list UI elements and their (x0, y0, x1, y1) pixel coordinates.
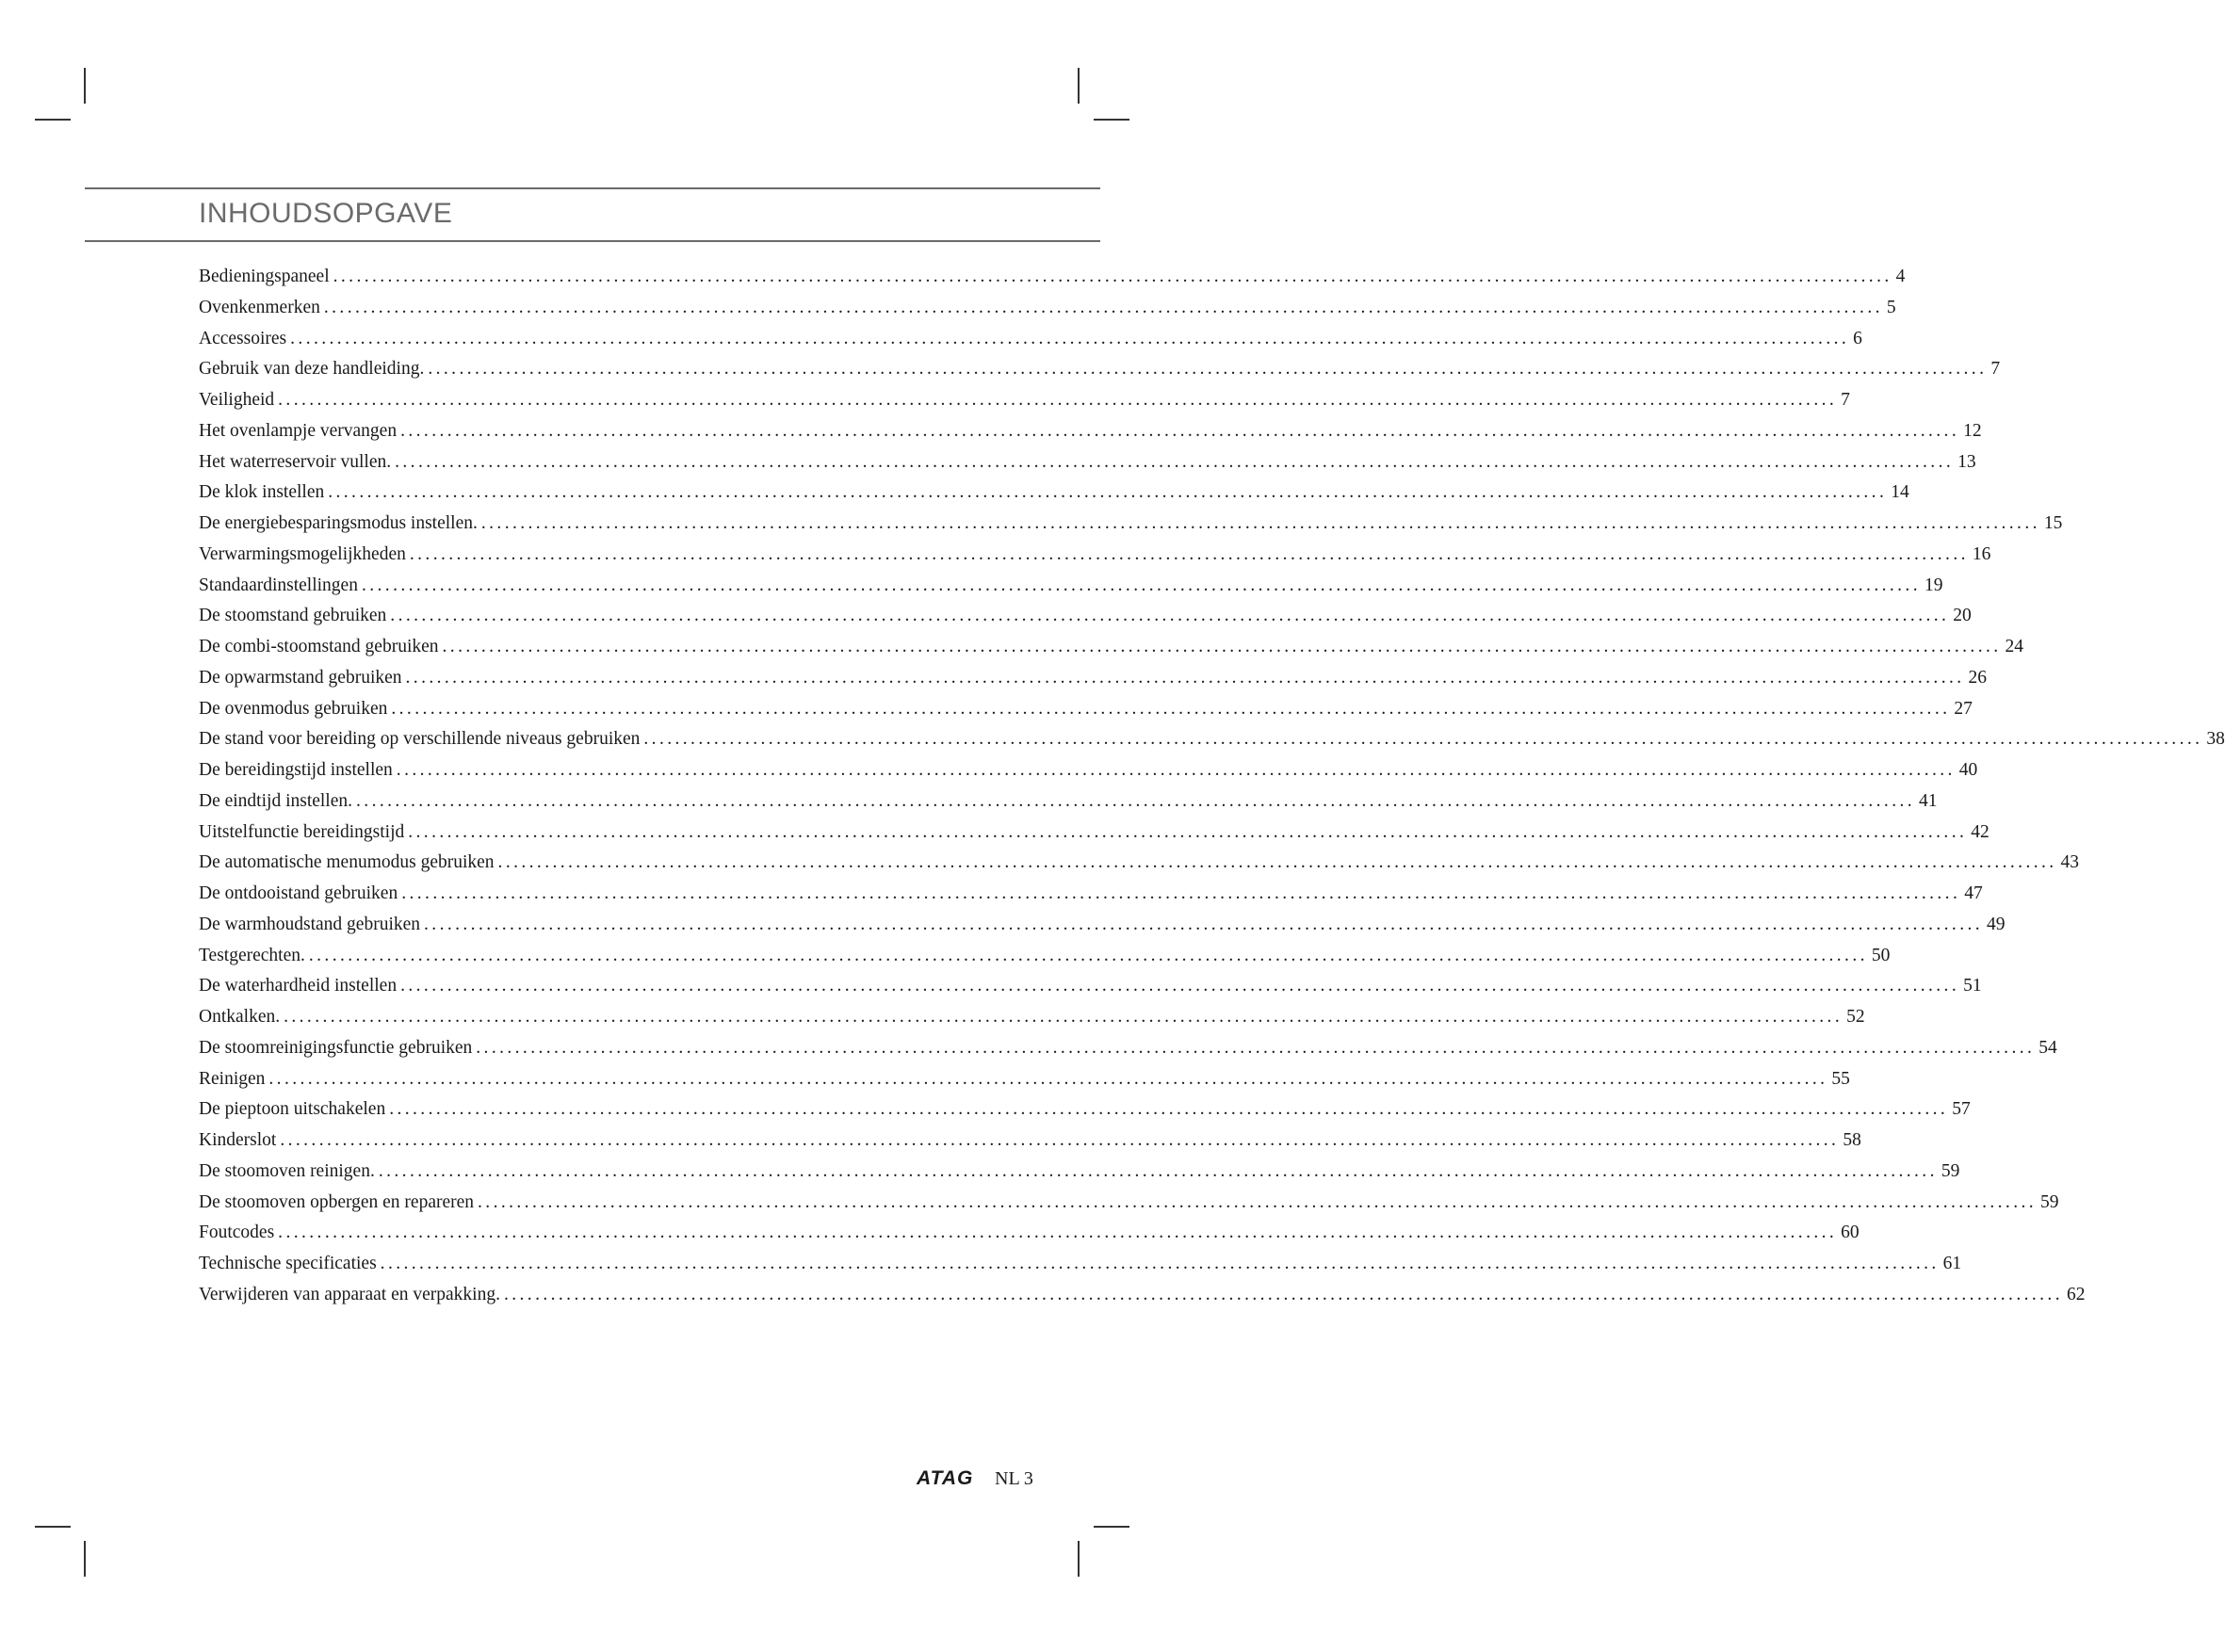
toc-entry-page-number: 58 (1843, 1130, 1861, 1150)
toc-entry-page-number: 62 (2066, 1284, 2086, 1304)
toc-dot-leader: ........................................................................................................................................................................................................ (389, 1099, 1949, 1120)
toc-entry-label: De pieptoon uitschakelen (199, 1099, 386, 1120)
toc-dot-leader: ........................................................................................................................................................................................................ (284, 1007, 1843, 1027)
toc-entry-label: Verwijderen van apparaat en verpakking. (199, 1284, 500, 1304)
toc-entry[interactable] (199, 1223, 1860, 1254)
toc-dot-leader: ........................................................................................................................................................................................................ (380, 1254, 1940, 1273)
toc-entry-page-number: 52 (1846, 1007, 1865, 1027)
toc-entry-label: Standaardinstellingen (199, 575, 358, 595)
toc-entry-page-number: 50 (1871, 945, 1891, 965)
toc-dot-leader: ........................................................................................................................................................................................................ (308, 945, 1868, 965)
toc-entry-label: De ovenmodus gebruiken (199, 698, 388, 719)
toc-dot-leader: ........................................................................................................................................................................................................ (396, 760, 1956, 780)
crop-mark-top-right-vertical (1078, 68, 1080, 104)
toc-dot-leader: ........................................................................................................................................................................................................ (405, 667, 1965, 688)
toc-entry[interactable] (199, 390, 1850, 421)
toc-entry[interactable] (199, 667, 1988, 699)
toc-entry[interactable] (199, 513, 2063, 544)
toc-entry[interactable] (199, 267, 1906, 298)
toc-entry-page-number: 43 (2060, 852, 2080, 873)
brand-logo: ATAG (917, 1467, 974, 1489)
toc-entry-page-number: 26 (1968, 667, 1988, 688)
toc-dot-leader: ........................................................................................................................................................................................................ (478, 1191, 2038, 1212)
toc-dot-leader: ........................................................................................................................................................................................................ (278, 390, 1838, 410)
toc-entry-label: De combi-stoomstand gebruiken (199, 637, 439, 656)
toc-dot-leader: ........................................................................................................................................................................................................ (395, 451, 1955, 472)
toc-entry-label: De stand voor bereiding op verschillende niveaus gebruiken (199, 729, 641, 750)
toc-entry-page-number: 27 (1954, 698, 1973, 719)
toc-entry[interactable] (199, 1284, 2086, 1316)
toc-entry[interactable] (199, 359, 2001, 390)
toc-dot-leader: ........................................................................................................................................................................................................ (328, 482, 1888, 503)
toc-entry-label: De energiebesparingsmodus instellen. (199, 513, 478, 533)
toc-entry[interactable] (199, 1068, 1850, 1100)
toc-entry-label: De stoomreinigingsfunctie gebruiken (199, 1037, 473, 1058)
toc-dot-leader: ........................................................................................................................................................................................................ (400, 420, 1960, 441)
toc-dot-leader: ........................................................................................................................................................................................................ (356, 790, 1916, 811)
toc-entry[interactable] (199, 1254, 1962, 1285)
toc-entry-label: De automatische menumodus gebruiken (199, 852, 495, 873)
toc-entry-label: De stoomoven opbergen en repareren (199, 1191, 475, 1212)
crop-mark-top-left-vertical (84, 68, 86, 104)
toc-entry-label: Het ovenlampje vervangen (199, 420, 398, 441)
toc-entry-page-number: 14 (1891, 482, 1909, 503)
toc-entry[interactable] (199, 1130, 1861, 1161)
toc-entry-label: De stoomstand gebruiken (199, 606, 387, 626)
toc-entry[interactable] (199, 698, 1973, 730)
table-of-contents (199, 267, 2225, 1316)
toc-dot-leader: ........................................................................................................................................................................................................ (280, 1130, 1840, 1150)
toc-entry-page-number: 59 (1941, 1160, 1960, 1181)
toc-entry-label: De stoomoven reinigen. (199, 1160, 375, 1181)
toc-entry-page-number: 7 (1990, 359, 2001, 380)
toc-entry-label: De klok instellen (199, 482, 325, 503)
toc-entry-label: De waterhardheid instellen (199, 976, 398, 996)
toc-entry-page-number: 16 (1972, 543, 1991, 564)
toc-entry[interactable] (199, 760, 1978, 791)
toc-entry[interactable] (199, 883, 1983, 915)
toc-entry-page-number: 4 (1895, 267, 1906, 286)
toc-entry-page-number: 19 (1924, 575, 1943, 595)
toc-entry-page-number: 12 (1963, 420, 1982, 441)
toc-entry-label: Accessoires (199, 328, 287, 348)
toc-dot-leader: ........................................................................................................................................................................................................ (497, 852, 2057, 873)
toc-entry-label: Testgerechten. (199, 945, 305, 965)
toc-entry-page-number: 20 (1953, 606, 1972, 626)
toc-entry[interactable] (199, 637, 2024, 668)
toc-dot-leader: ........................................................................................................................................................................................................ (409, 543, 1969, 564)
crop-mark-top-left-horizontal (35, 119, 71, 121)
toc-entry[interactable] (199, 543, 1991, 575)
toc-entry[interactable] (199, 1099, 1971, 1130)
toc-entry[interactable] (199, 945, 1891, 977)
toc-entry[interactable] (199, 420, 1982, 452)
toc-entry-label: De warmhoudstand gebruiken (199, 914, 421, 934)
toc-entry-label: Uitstelfunctie bereidingstijd (199, 821, 405, 842)
toc-entry-label: De ontdooistand gebruiken (199, 883, 398, 903)
toc-entry[interactable] (199, 1007, 1865, 1038)
toc-entry-label: Het waterreservoir vullen. (199, 451, 392, 472)
toc-entry-page-number: 42 (1971, 821, 1990, 842)
toc-dot-leader: ........................................................................................................................................................................................................ (476, 1037, 2036, 1058)
toc-entry-label: De bereidingstijd instellen (199, 760, 393, 780)
toc-entry-label: De opwarmstand gebruiken (199, 667, 402, 688)
toc-entry-page-number: 57 (1952, 1099, 1971, 1120)
crop-mark-bottom-right-vertical (1078, 1541, 1080, 1577)
toc-entry-page-number: 40 (1958, 760, 1978, 780)
toc-entry[interactable] (199, 328, 1862, 360)
toc-entry[interactable] (199, 482, 1909, 513)
toc-entry[interactable] (199, 1037, 2057, 1069)
toc-dot-leader: ........................................................................................................................................................................................................ (401, 883, 1961, 903)
toc-entry-page-number: 6 (1853, 328, 1862, 348)
toc-entry-label: Kinderslot (199, 1130, 277, 1150)
crop-mark-top-right-horizontal (1094, 119, 1129, 121)
toc-entry[interactable] (199, 575, 1943, 607)
toc-entry-label: Reinigen (199, 1068, 266, 1089)
toc-entry-page-number: 7 (1841, 390, 1850, 410)
toc-entry-page-number: 60 (1841, 1223, 1860, 1243)
toc-entry-label: Verwarmingsmogelijkheden (199, 543, 406, 564)
toc-entry-page-number: 59 (2040, 1191, 2059, 1212)
toc-entry[interactable] (199, 1191, 2059, 1223)
toc-entry[interactable] (199, 914, 2006, 946)
toc-dot-leader: ........................................................................................................................................................................................................ (333, 267, 1892, 286)
toc-dot-leader: ........................................................................................................................................................................................................ (390, 606, 1950, 626)
page-number: NL 3 (995, 1468, 1033, 1489)
toc-entry-page-number: 51 (1963, 976, 1982, 996)
toc-dot-leader: ........................................................................................................................................................................................................ (643, 729, 2203, 750)
toc-dot-leader: ........................................................................................................................................................................................................ (424, 914, 1984, 934)
toc-entry-label: Veiligheid (199, 390, 275, 410)
toc-entry[interactable] (199, 729, 2225, 760)
toc-entry-page-number: 41 (1919, 790, 1938, 811)
toc-entry[interactable] (199, 606, 1972, 637)
toc-entry[interactable] (199, 790, 1938, 822)
toc-entry-page-number: 49 (1987, 914, 2006, 934)
page-title: INHOUDSOPGAVE (199, 198, 453, 229)
crop-mark-bottom-left-horizontal (35, 1526, 71, 1528)
toc-entry[interactable] (199, 821, 1990, 853)
toc-entry[interactable] (199, 297, 1896, 329)
toc-dot-leader: ........................................................................................................................................................................................................ (290, 328, 1850, 348)
toc-dot-leader: ........................................................................................................................................................................................................ (480, 513, 2040, 533)
toc-entry-page-number: 54 (2038, 1037, 2057, 1058)
toc-entry-page-number: 15 (2043, 513, 2063, 533)
toc-dot-leader: ........................................................................................................................................................................................................ (323, 297, 1883, 317)
toc-entry-page-number: 47 (1964, 883, 1983, 903)
toc-dot-leader: ........................................................................................................................................................................................................ (268, 1068, 1828, 1089)
toc-entry-label: De eindtijd instellen. (199, 790, 353, 811)
toc-entry-label: Gebruik van deze handleiding. (199, 359, 425, 380)
toc-dot-leader: ........................................................................................................................................................................................................ (378, 1160, 1938, 1181)
toc-dot-leader: ........................................................................................................................................................................................................ (503, 1284, 2063, 1304)
toc-entry[interactable] (199, 1160, 1960, 1192)
toc-entry-page-number: 5 (1886, 297, 1896, 317)
toc-entry-label: Technische specificaties (199, 1254, 377, 1273)
toc-dot-leader: ........................................................................................................................................................................................................ (442, 637, 2002, 656)
toc-entry-page-number: 13 (1957, 451, 1976, 472)
toc-entry-page-number: 55 (1831, 1068, 1850, 1089)
toc-entry-label: Bedieningspaneel (199, 267, 330, 286)
toc-entry[interactable] (199, 451, 1976, 483)
toc-entry-label: Ontkalken. (199, 1007, 281, 1027)
toc-entry-label: Ovenkenmerken (199, 297, 320, 317)
toc-entry-label: Foutcodes (199, 1223, 275, 1243)
toc-entry-page-number: 38 (2206, 729, 2225, 750)
toc-dot-leader: ........................................................................................................................................................................................................ (428, 359, 1988, 380)
header-rule-bottom (85, 240, 1100, 242)
toc-dot-leader: ........................................................................................................................................................................................................ (278, 1223, 1838, 1243)
crop-mark-bottom-right-horizontal (1094, 1526, 1129, 1528)
toc-dot-leader: ........................................................................................................................................................................................................ (361, 575, 1921, 595)
toc-entry[interactable] (199, 852, 2080, 883)
toc-dot-leader: ........................................................................................................................................................................................................ (408, 821, 1968, 842)
header-rule-top (85, 187, 1100, 189)
toc-dot-leader: ........................................................................................................................................................................................................ (400, 976, 1960, 996)
toc-entry-page-number: 24 (2005, 637, 2024, 656)
toc-dot-leader: ........................................................................................................................................................................................................ (391, 698, 1951, 719)
crop-mark-bottom-left-vertical (84, 1541, 86, 1577)
toc-entry[interactable] (199, 976, 1982, 1007)
toc-entry-page-number: 61 (1942, 1254, 1962, 1273)
